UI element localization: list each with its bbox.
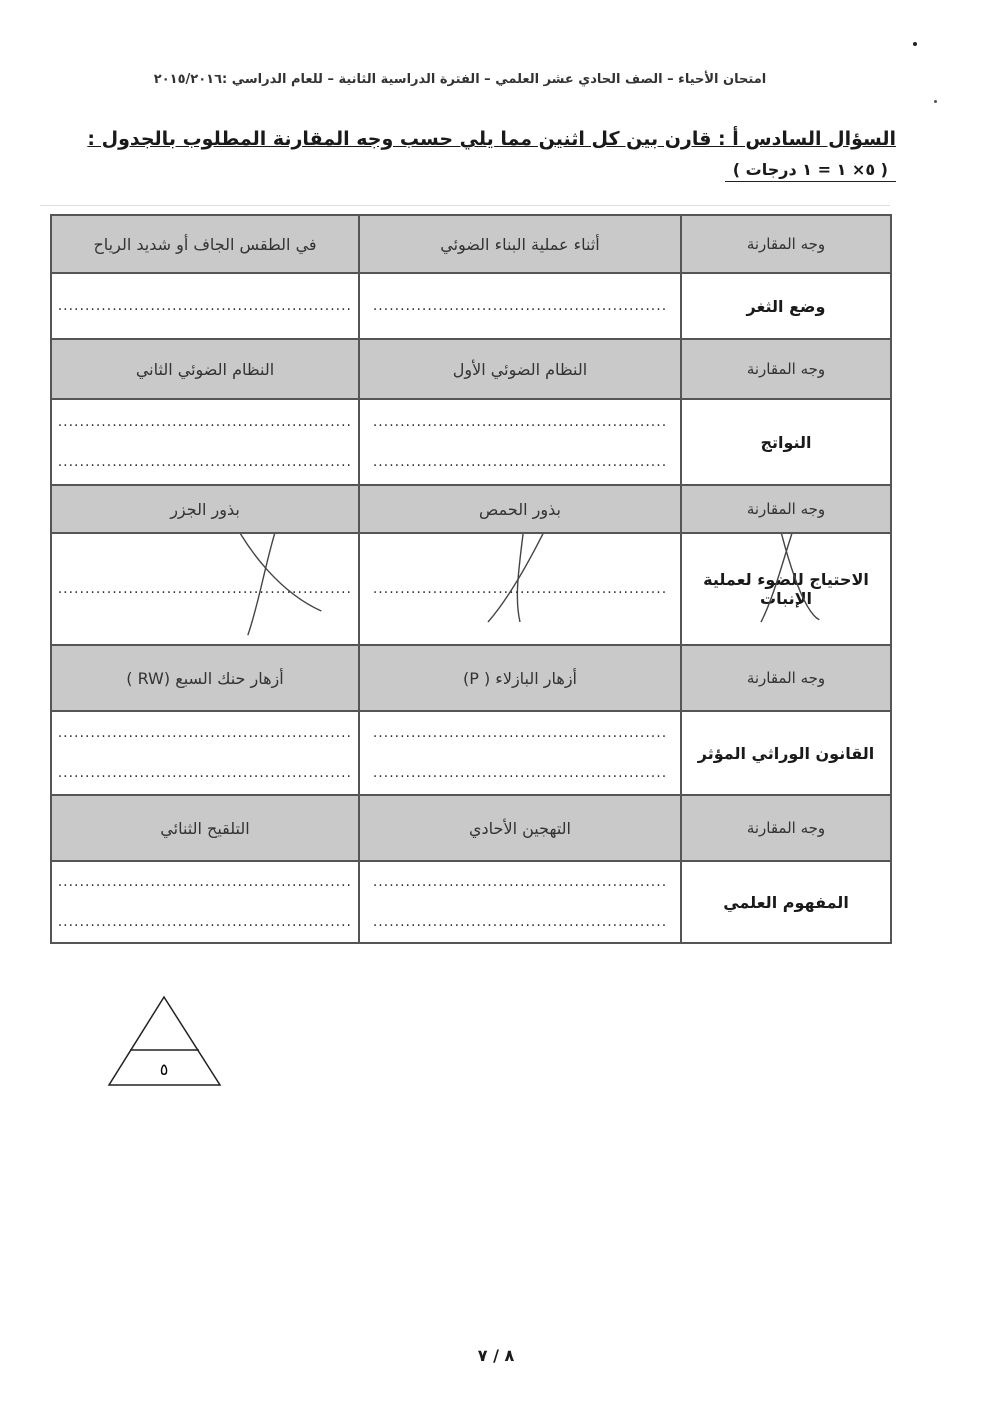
criterion-label: القانون الوراثي المؤثر bbox=[681, 711, 891, 795]
answer-cell-a[interactable] bbox=[359, 533, 681, 645]
answer-blank[interactable]: ...................................................... bbox=[57, 298, 352, 314]
answer-blank[interactable]: ...................................................... bbox=[57, 581, 352, 597]
table-answer-row bbox=[51, 861, 891, 943]
answer-cell-b[interactable] bbox=[51, 711, 359, 795]
table-answer-row bbox=[51, 533, 891, 645]
answer-blank[interactable]: ...................................................... bbox=[57, 765, 352, 781]
compare-item-a: بذور الحمص bbox=[359, 485, 681, 533]
exam-header: امتحان الأحياء – الصف الحادي عشر العلمي – الفترة الدراسية الثانية – للعام الدراسي :٢٠١٥/٢٠١٦ bbox=[153, 72, 767, 87]
answer-blank[interactable]: ...................................................... bbox=[57, 414, 352, 430]
aspect-label: وجه المقارنة bbox=[681, 645, 891, 711]
answer-blank[interactable]: ...................................................... bbox=[372, 414, 668, 430]
scan-mark bbox=[934, 100, 937, 103]
answer-blank[interactable]: ...................................................... bbox=[57, 874, 352, 890]
table-header-row bbox=[51, 485, 891, 533]
answer-cell-b[interactable] bbox=[51, 533, 359, 645]
answer-cell-b[interactable] bbox=[51, 399, 359, 485]
answer-cell-b[interactable] bbox=[51, 273, 359, 339]
table-header-row bbox=[51, 215, 891, 273]
compare-item-b: التلقيح الثنائي bbox=[51, 795, 359, 861]
table-header-row bbox=[51, 339, 891, 399]
answer-blank[interactable]: ...................................................... bbox=[372, 725, 668, 741]
score-triangle bbox=[107, 995, 222, 1087]
answer-blank[interactable]: ...................................................... bbox=[57, 454, 352, 470]
answer-blank[interactable]: ...................................................... bbox=[57, 725, 352, 741]
compare-item-a: النظام الضوئي الأول bbox=[359, 339, 681, 399]
aspect-label: وجه المقارنة bbox=[681, 795, 891, 861]
score-value: ٥ bbox=[159, 1060, 169, 1079]
comparison-table bbox=[50, 214, 892, 944]
compare-item-b: النظام الضوئي الثاني bbox=[51, 339, 359, 399]
answer-cell-a[interactable] bbox=[359, 861, 681, 943]
answer-blank[interactable]: ...................................................... bbox=[372, 914, 668, 930]
question-marks: ( ٥× ١ = ١ درجات ) bbox=[725, 160, 896, 182]
answer-blank[interactable]: ...................................................... bbox=[372, 581, 668, 597]
criterion-label: وضع الثغر bbox=[681, 273, 891, 339]
compare-item-a: أثناء عملية البناء الضوئي bbox=[359, 215, 681, 273]
scan-mark bbox=[913, 42, 917, 46]
divider bbox=[40, 205, 890, 206]
answer-blank[interactable]: ...................................................... bbox=[372, 765, 668, 781]
question-title: السؤال السادس أ : قارن بين كل اثنين مما يلي حسب وجه المقارنة المطلوب بالجدول : bbox=[87, 128, 896, 150]
compare-item-b: أزهار حنك السبع (RW ) bbox=[51, 645, 359, 711]
compare-item-a: التهجين الأحادي bbox=[359, 795, 681, 861]
answer-cell-a[interactable] bbox=[359, 399, 681, 485]
table-answer-row bbox=[51, 399, 891, 485]
compare-item-b: بذور الجزر bbox=[51, 485, 359, 533]
compare-item-a: أزهار البازلاء ( P) bbox=[359, 645, 681, 711]
aspect-label: وجه المقارنة bbox=[681, 215, 891, 273]
answer-cell-b[interactable] bbox=[51, 861, 359, 943]
criterion-text: الاحتياج للضوء لعملية الإنبات bbox=[703, 570, 869, 608]
page-number: ٨ / ٧ bbox=[477, 1346, 515, 1365]
table-header-row bbox=[51, 795, 891, 861]
answer-blank[interactable]: ...................................................... bbox=[372, 454, 668, 470]
table-answer-row bbox=[51, 273, 891, 339]
aspect-label: وجه المقارنة bbox=[681, 339, 891, 399]
answer-cell-a[interactable] bbox=[359, 711, 681, 795]
answer-blank[interactable]: ...................................................... bbox=[372, 874, 668, 890]
aspect-label: وجه المقارنة bbox=[681, 485, 891, 533]
answer-blank[interactable]: ...................................................... bbox=[57, 914, 352, 930]
compare-item-b: في الطقس الجاف أو شديد الرياح bbox=[51, 215, 359, 273]
criterion-label: النواتج bbox=[681, 399, 891, 485]
table-header-row bbox=[51, 645, 891, 711]
answer-blank[interactable]: ...................................................... bbox=[372, 298, 668, 314]
answer-cell-a[interactable] bbox=[359, 273, 681, 339]
table-answer-row bbox=[51, 711, 891, 795]
criterion-label: المفهوم العلمي bbox=[681, 861, 891, 943]
criterion-label bbox=[681, 533, 891, 645]
